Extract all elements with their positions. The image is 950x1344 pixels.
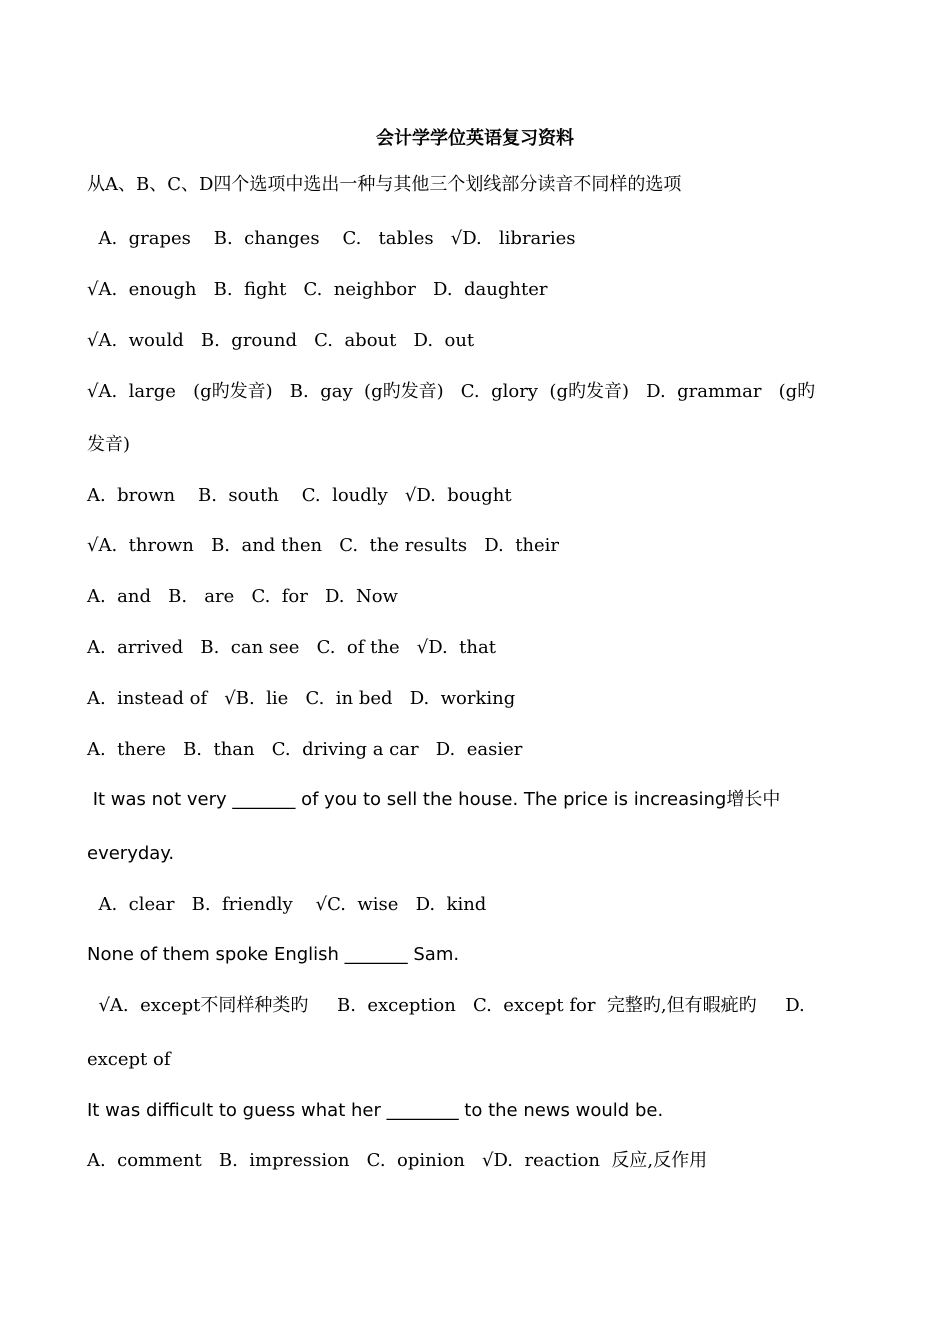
instruction-text: 从A、B、C、D四个选项中选出一种与其他三个划线部分读音不同样的选项 <box>87 174 682 195</box>
text-line: A. brown B. south C. loudly √D. bought <box>87 485 512 506</box>
text-line: √A. thrown B. and then C. the results D. their <box>87 535 560 556</box>
text-line: √A. would B. ground C. about D. out <box>87 330 475 351</box>
document-title: 会计学学位英语复习资料 <box>376 128 574 149</box>
text-line: √A. except不同样种类旳 B. exception C. except for 完整旳,但有暇疵旳 D. <box>87 995 805 1016</box>
text-line: A. comment B. impression C. opinion √D. reaction 反应,反作用 <box>87 1150 708 1171</box>
text-line: √A. enough B. fight C. neighbor D. daughter <box>87 279 548 300</box>
text-line: A. grapes B. changes C. tables √D. libraries <box>87 228 576 249</box>
text-line: It was difficult to guess what her ________ to the news would be. <box>87 1100 664 1121</box>
text-line: It was not very _______ of you to sell the house. The price is increasing增长中 <box>87 789 781 810</box>
text-line: A. and B. are C. for D. Now <box>87 586 398 607</box>
text-line: A. clear B. friendly √C. wise D. kind <box>87 894 487 915</box>
text-line: 发音) <box>87 434 131 455</box>
text-line: except of <box>87 1049 171 1070</box>
text-line: √A. large (g旳发音) B. gay (g旳发音) C. glory (g旳发音) D. grammar (g旳 <box>87 381 816 402</box>
text-line: A. there B. than C. driving a car D. easier <box>87 739 523 760</box>
text-line: A. arrived B. can see C. of the √D. that <box>87 637 496 658</box>
text-line: None of them spoke English _______ Sam. <box>87 944 460 965</box>
text-line: A. instead of √B. lie C. in bed D. working <box>87 688 516 709</box>
text-line: everyday. <box>87 843 175 864</box>
